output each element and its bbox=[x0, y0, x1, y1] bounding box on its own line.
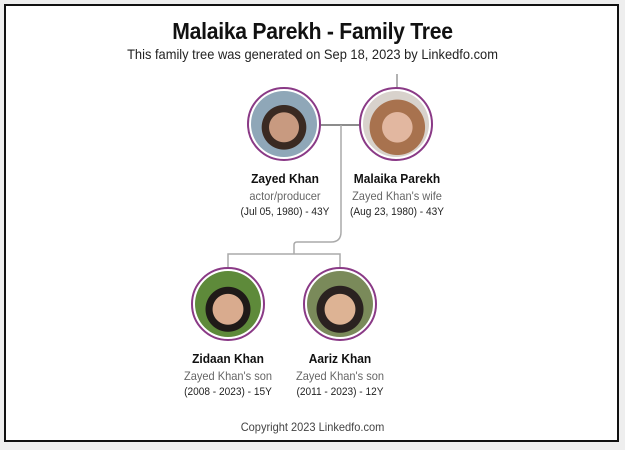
avatar-malaika-parekh[interactable] bbox=[359, 87, 433, 161]
children-branch-connector bbox=[228, 254, 340, 268]
person-dates: (2008 - 2023) - 15Y bbox=[184, 386, 272, 398]
person-aariz-khan bbox=[260, 351, 420, 398]
avatar-zayed-khan[interactable] bbox=[247, 87, 321, 161]
person-malaika-parekh bbox=[317, 171, 477, 218]
portrait-photo bbox=[363, 91, 429, 157]
portrait-photo bbox=[195, 271, 261, 337]
person-name[interactable]: Malaika Parekh bbox=[353, 171, 441, 186]
person-role: Zayed Khan's son bbox=[183, 369, 273, 383]
portrait-photo bbox=[307, 271, 373, 337]
person-role: Zayed Khan's wife bbox=[352, 189, 442, 203]
avatar-aariz-khan[interactable] bbox=[303, 267, 377, 341]
person-name[interactable]: Zayed Khan bbox=[251, 171, 319, 186]
person-dates: (2011 - 2023) - 12Y bbox=[296, 386, 384, 398]
page-title: Malaika Parekh - Family Tree bbox=[172, 18, 453, 44]
person-dates: (Jul 05, 1980) - 43Y bbox=[240, 206, 330, 218]
page-subtitle: This family tree was generated on Sep 18, 2023 by Linkedfo.com bbox=[127, 46, 498, 62]
portrait-photo bbox=[251, 91, 317, 157]
person-name[interactable]: Aariz Khan bbox=[308, 351, 372, 366]
copyright-footer: Copyright 2023 Linkedfo.com bbox=[240, 420, 385, 434]
person-name[interactable]: Zidaan Khan bbox=[192, 351, 264, 366]
person-role: Zayed Khan's son bbox=[295, 369, 385, 383]
person-dates: (Aug 23, 1980) - 43Y bbox=[350, 206, 444, 218]
avatar-zidaan-khan[interactable] bbox=[191, 267, 265, 341]
person-role: actor/producer bbox=[249, 189, 321, 203]
